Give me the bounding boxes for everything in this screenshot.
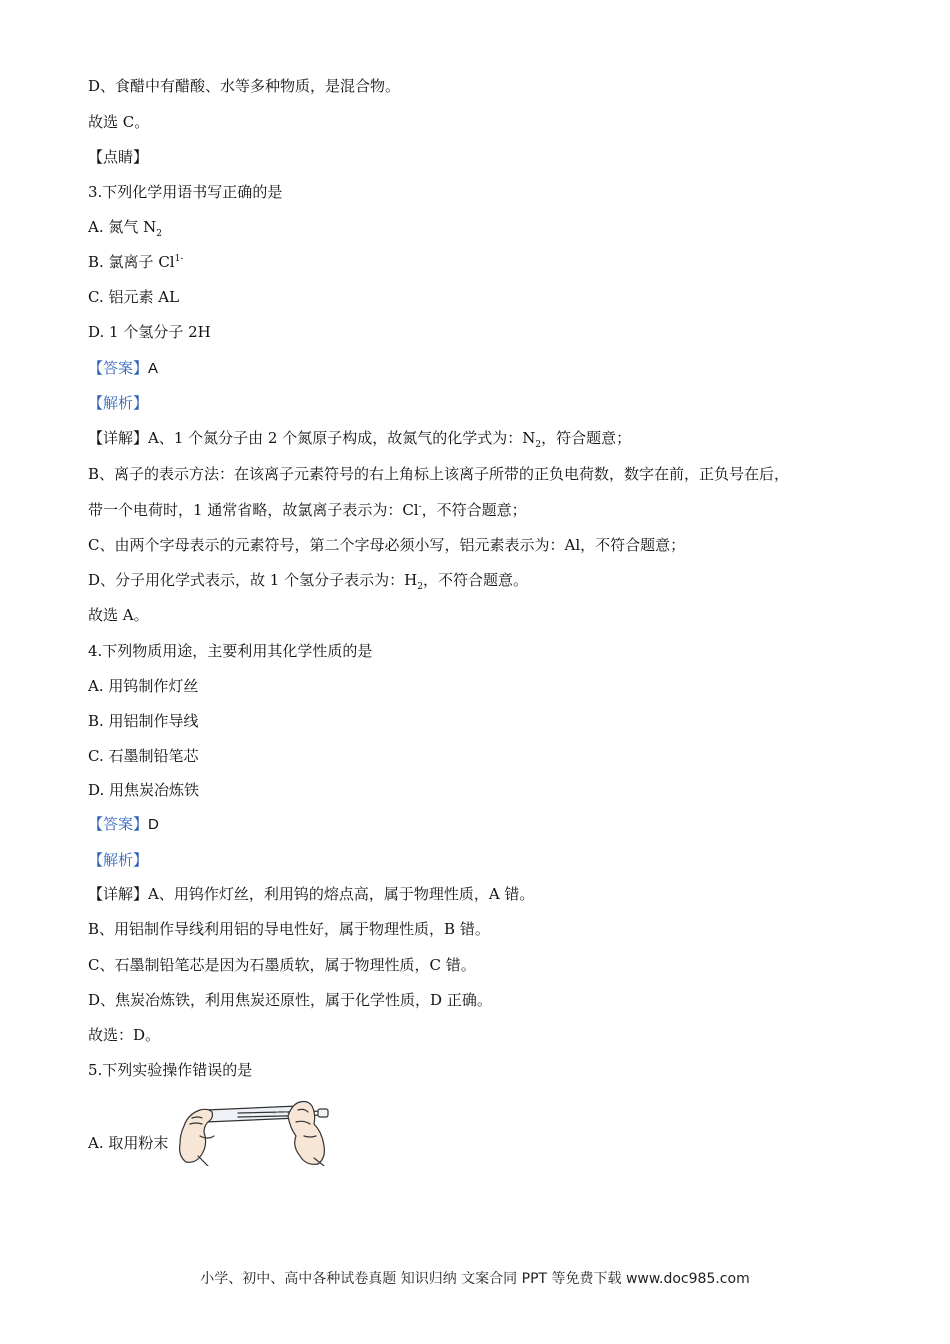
q3-detail-a-text: 【详解】A、1 个氮分子由 2 个氮原子构成，故氮气的化学式为：N — [88, 429, 536, 447]
q3-option-d: D. 1 个氢分子 2H — [88, 323, 211, 341]
q3-answer-value: A — [148, 360, 159, 377]
q4-stem: 4.下列物质用途，主要利用其化学性质的是 — [88, 642, 373, 660]
q4-option-c: C. 石墨制铅笔芯 — [88, 747, 199, 765]
q3-answer — [88, 358, 158, 379]
q3-detail-d-subscript: 2 — [417, 582, 423, 592]
q4-jiexi-heading: 【解析】 — [88, 851, 149, 869]
q3-detail-b-line1: B、离子的表示方法：在该离子元素符号的右上角标上该离子所带的正负电荷数，数字在前，正负号在后， — [88, 465, 790, 483]
q3-detail-c: C、由两个字母表示的元素符号，第二个字母必须小写，铝元素表示为：Al，不符合题意； — [88, 536, 686, 554]
q3-detail-a-subscript: 2 — [535, 440, 542, 450]
q5-option-a: A. 取用粉末 — [88, 1134, 169, 1152]
q4-detail-d: D、焦炭冶炼铁，利用焦炭还原性，属于化学性质，D 正确。 — [88, 991, 492, 1009]
q3-answer-tag: 【答案】 — [88, 359, 149, 377]
q3-detail-b-line2 — [88, 500, 527, 520]
q3-detail-a — [88, 428, 631, 448]
q3-conclusion: 故选 A。 — [88, 606, 149, 624]
q4-option-d: D. 用焦炭冶炼铁 — [88, 781, 200, 799]
q4-option-a: A. 用钨制作灯丝 — [88, 677, 199, 695]
q3-option-b — [88, 252, 183, 272]
page-footer: 小学、初中、高中各种试卷真题 知识归纳 文案合同 PPT 等免费下载 www.doc985.com — [200, 1271, 750, 1287]
q3-detail-b-suffix: ，不符合题意； — [421, 501, 527, 519]
q4-detail-b: B、用铝制作导线利用铝的导电性好，属于物理性质，B 错。 — [88, 920, 490, 938]
q2-option-d-explanation: D、食醋中有醋酸、水等多种物质，是混合物。 — [88, 77, 401, 95]
q3-detail-d-text: D、分子用化学式表示，故 1 个氢分子表示为：H — [88, 571, 418, 589]
q3-jiexi-heading: 【解析】 — [88, 394, 149, 412]
q4-answer — [88, 814, 159, 835]
q3-option-b-superscript: 1- — [174, 254, 184, 264]
q4-conclusion: 故选：D。 — [88, 1026, 161, 1044]
q3-detail-b-superscript: - — [418, 502, 422, 512]
q3-detail-d-suffix: ，不符合题意。 — [422, 571, 528, 589]
q3-detail-b-text: 带一个电荷时，1 通常省略，故氯离子表示为：Cl — [88, 501, 419, 519]
q4-answer-tag: 【答案】 — [88, 815, 149, 833]
q4-detail-c: C、石墨制铅笔芯是因为石墨质软，属于物理性质，C 错。 — [88, 956, 476, 974]
q4-option-b: B. 用铝制作导线 — [88, 712, 199, 730]
q3-option-a-subscript: 2 — [156, 229, 162, 239]
q3-option-a-text: A. 氮气 N — [88, 218, 157, 236]
q5-option-a-illustration — [178, 1096, 330, 1166]
q3-option-c: C. 铝元素 AL — [88, 288, 180, 306]
q3-detail-d — [88, 570, 528, 590]
q2-dianjing-heading: 【点睛】 — [88, 148, 149, 166]
q3-option-b-text: B. 氯离子 Cl — [88, 253, 175, 271]
hands-test-tube-icon — [178, 1096, 330, 1166]
q4-answer-value: D — [148, 816, 159, 833]
q2-conclusion: 故选 C。 — [88, 113, 150, 131]
q3-detail-a-suffix: ，符合题意； — [541, 429, 632, 447]
q4-detail-a: 【详解】A、用钨作灯丝，利用钨的熔点高，属于物理性质，A 错。 — [88, 885, 535, 903]
q5-stem: 5.下列实验操作错误的是 — [88, 1061, 253, 1079]
q3-option-a — [88, 217, 162, 237]
q3-stem: 3.下列化学用语书写正确的是 — [88, 183, 283, 201]
